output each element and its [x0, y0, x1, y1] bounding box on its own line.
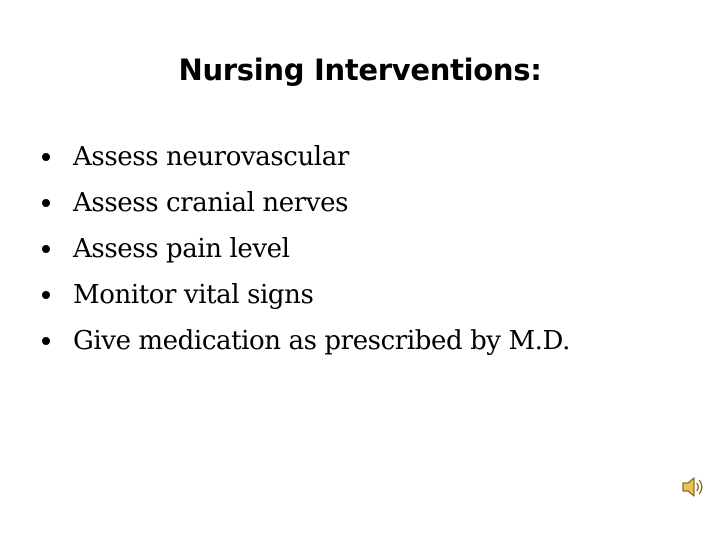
list-item — [42, 272, 570, 318]
sound-wave-outer — [700, 481, 702, 494]
list-item — [42, 180, 570, 226]
bullet-icon — [42, 199, 50, 207]
bullet-icon — [42, 153, 50, 161]
list-item — [42, 226, 570, 272]
slide-title: Nursing Interventions: — [178, 53, 542, 87]
bullet-icon — [42, 291, 50, 299]
list-item-text: Assess neurovascular — [73, 142, 349, 172]
list-item — [42, 134, 570, 180]
list-item-text: Assess cranial nerves — [73, 188, 349, 218]
bullet-icon — [42, 337, 50, 345]
bullet-list — [42, 134, 570, 364]
list-item-text: Monitor vital signs — [73, 280, 314, 310]
speaker-sound-icon[interactable] — [680, 474, 706, 500]
sound-wave-inner — [697, 484, 698, 491]
list-item — [42, 318, 570, 364]
speaker-body — [683, 478, 694, 496]
list-item-text: Assess pain level — [73, 234, 290, 264]
bullet-icon — [42, 245, 50, 253]
list-item-text: Give medication as prescribed by M.D. — [73, 326, 570, 356]
